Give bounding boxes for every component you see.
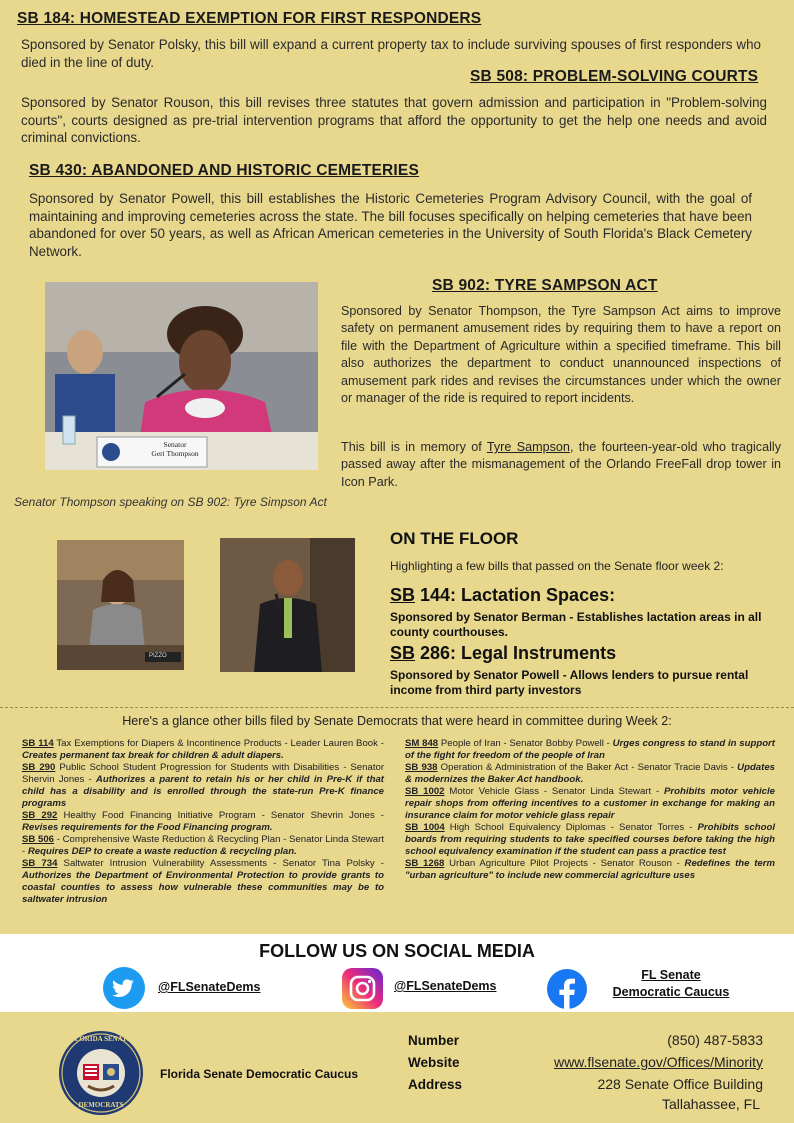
instagram-handle[interactable]: @FLSenateDems — [394, 979, 497, 993]
bill-desc: Prohibits school boards from requiring students to take specified courses before taking the high school equivalency examination if the student can pass a practice test — [405, 822, 775, 857]
photo-caption: Senator Thompson speaking on SB 902: Tyre Simpson Act — [14, 495, 327, 509]
floor-bill-1-link[interactable]: SB — [390, 585, 416, 605]
floor-bill-1-title — [390, 585, 615, 606]
bill-number[interactable]: SB 938 — [405, 762, 438, 773]
footer-address-label: Address — [408, 1077, 463, 1092]
sb430-body: Sponsored by Senator Powell, this bill establishes the Historic Cemeteries Program Advisory Council, with the goal of maintaining and improving cemeteries across the state. The bill focuses specifically on helping cemeteries that have been abandoned for over 50 years, as well as African American cemeteries in the University of South Florida's Black Cemetery Network. — [29, 191, 752, 259]
glance-right-column — [405, 738, 775, 882]
glance-left-column — [22, 738, 384, 906]
sb184-heading: SB 184: HOMESTEAD EXEMPTION FOR FIRST RESPONDERS — [17, 10, 482, 27]
sb430-heading: SB 430: ABANDONED AND HISTORIC CEMETERIES — [29, 162, 420, 179]
sb902-body1: Sponsored by Senator Thompson, the Tyre Sampson Act aims to improve safety on permanent amusement rides by requiring them to have a report on file with the Department of Agriculture within a specified timeframe. This bill also authorizes the department to conduct unannounced inspections of amusement park rides and revises the circumstances under which the owner or manager of the ride is required to report incidents. — [341, 304, 781, 406]
bill-number[interactable]: SB 506 — [22, 834, 55, 845]
bill-desc: Authorizes the Department of Environmental Protection to provide grants to coastal counties to assess how vulnerable these communities may be to saltwater intrusion — [22, 870, 384, 905]
floor-title: ON THE FLOOR — [390, 529, 519, 548]
bill-text: Urban Agriculture Pilot Projects - Senator Rouson - — [444, 858, 685, 869]
floor-bill-2-desc: Sponsored by Senator Powell - Allows lenders to pursue rental income from third party investors — [390, 668, 749, 697]
podium-label: PIZZO — [149, 653, 167, 659]
bill-text: - Comprehensive Waste Reduction & Recycling Plan - Senator Linda Stewart - — [22, 834, 384, 857]
facebook-icon[interactable] — [547, 969, 587, 1009]
bill-desc: Requires DEP to create a waste reduction & recycling plan. — [27, 846, 297, 857]
glance-item — [22, 858, 384, 906]
bill-text: People of Iran - Senator Bobby Powell - — [438, 738, 613, 749]
glance-item — [22, 762, 384, 810]
sb902-heading: SB 902: TYRE SAMPSON ACT — [432, 277, 658, 294]
footer-website-label: Website — [408, 1055, 460, 1070]
floor-bill-1-desc: Sponsored by Senator Berman - Establishes lactation areas in all county courthouses. — [390, 610, 762, 639]
senator-berman-photo-art — [57, 540, 184, 670]
footer-org-name: Florida Senate Democratic Caucus — [160, 1067, 359, 1081]
senator-berman-photo — [57, 540, 184, 670]
instagram-camera-glyph — [342, 968, 383, 1009]
bill-text: Saltwater Intrusion Vulnerability Assessments - Senator Tina Polsky - — [57, 858, 384, 869]
bill-text: Tax Exemptions for Diapers & Incontinence Products - Leader Lauren Book - — [53, 738, 384, 749]
bill-text: Motor Vehicle Glass - Senator Linda Stewart - — [444, 786, 665, 797]
glance-item — [405, 786, 775, 822]
caucus-seal-logo — [58, 1030, 144, 1116]
senator-thompson-photo — [45, 282, 318, 470]
facebook-handle[interactable] — [607, 967, 735, 1001]
bill-text: High School Equivalency Diplomas - Senator Torres - — [444, 822, 698, 833]
bill-number[interactable]: SM 848 — [405, 738, 439, 749]
glance-item — [405, 822, 775, 858]
twitter-icon[interactable] — [103, 967, 145, 1009]
sb902-body2-post: , the fourteen-year-old who tragically passed away after the mismanagement of the Orlando FreeFall drop tower in Icon Park. — [341, 440, 782, 489]
glance-item — [405, 738, 775, 762]
glance-item — [405, 762, 775, 786]
bill-number[interactable]: SB 1002 — [405, 786, 445, 797]
bill-number[interactable]: SB 290 — [22, 762, 56, 773]
sb184-body: Sponsored by Senator Polsky, this bill will expand a current property tax to include surviving spouses of first responders who died in the line of duty. — [21, 37, 761, 70]
floor-bill-1-name: 144: Lactation Spaces: — [415, 585, 616, 605]
bill-text: Public School Student Progression for Students with Disabilities - Senator Shervin Jones - — [22, 762, 385, 785]
bill-desc: Redefines the term "urban agriculture" to include new commercial agriculture uses — [405, 858, 775, 881]
facebook-handle-line1[interactable]: FL Senate — [641, 968, 701, 982]
footer-address-line2: Tallahassee, FL — [661, 1096, 760, 1112]
glance-item — [22, 834, 384, 858]
bill-number[interactable]: SB 292 — [22, 810, 58, 821]
instagram-icon[interactable] — [342, 968, 383, 1009]
glance-item — [405, 858, 775, 882]
bill-desc: Updates & modernizes the Baker Act handbook. — [405, 762, 776, 785]
footer-address-line1: 228 Senate Office Building — [597, 1076, 763, 1092]
floor-bill-2-name: 286: Legal Instruments — [415, 643, 617, 663]
bill-text: Operation & Administration of the Baker Act - Senator Tracie Davis - — [437, 762, 738, 773]
bill-number[interactable]: SB 734 — [22, 858, 58, 869]
tyre-sampson-link[interactable]: Tyre Sampson — [486, 440, 570, 454]
seal-bottom-text: DEMOCRATS — [78, 1101, 124, 1109]
sb902-body2-pre: This bill is in memory of — [341, 440, 487, 454]
nameplate-line2: Geri Thompson — [151, 449, 199, 458]
bill-desc: Revises requirements for the Food Financing program. — [22, 822, 273, 833]
twitter-bird-glyph — [103, 967, 145, 1009]
bill-desc: Prohibits motor vehicle repair shops from offering incentives to a customer in exchange for making an insurance claim for motor vehicle glass repair — [405, 786, 775, 821]
sb508-heading: SB 508: PROBLEM-SOLVING COURTS — [470, 68, 759, 85]
twitter-handle[interactable]: @FLSenateDems — [158, 980, 261, 994]
section-divider — [0, 707, 794, 708]
senator-powell-photo-art — [220, 538, 355, 672]
glance-item — [22, 810, 384, 834]
nameplate — [137, 440, 213, 458]
bill-desc: Urges congress to stand in support of the fight for freedom of the people of Iran — [405, 738, 775, 761]
senator-powell-photo — [220, 538, 355, 672]
bill-desc: Creates permanent tax break for children & adult diapers. — [22, 750, 284, 761]
glance-item — [22, 738, 384, 762]
facebook-f-glyph — [547, 969, 587, 1009]
bill-desc: Authorizes a parent to retain his or her child in Pre-K if that child has a disability and is enrolled through the state-run Pre-K finance programs — [22, 774, 384, 809]
bill-text: Healthy Food Financing Initiative Program - Senator Shevrin Jones - — [57, 810, 385, 821]
floor-bill-2-title — [390, 643, 616, 664]
floor-bill-2-link[interactable]: SB — [390, 643, 416, 663]
footer-website-link[interactable]: www.flsenate.gov/Offices/Minority — [553, 1054, 763, 1070]
social-band — [0, 934, 794, 1012]
sb508-body: Sponsored by Senator Rouson, this bill revises three statutes that govern admission and participation in "Problem-solving courts", courts designed as pre-trial intervention programs that afford the opportunity to get the help one needs and avoid criminal convictions. — [21, 95, 767, 145]
floor-subtitle: Highlighting a few bills that passed on the Senate floor week 2: — [390, 559, 724, 573]
bill-number[interactable]: SB 114 — [22, 738, 54, 749]
sb902-body2 — [341, 439, 781, 491]
social-title: FOLLOW US ON SOCIAL MEDIA — [259, 941, 535, 961]
seal-top-text: FLORIDA SENATE — [70, 1035, 132, 1043]
glance-intro: Here's a glance other bills filed by Senate Democrats that were heard in committee during Week 2: — [122, 714, 672, 728]
facebook-handle-line2[interactable]: Democratic Caucus — [612, 985, 730, 999]
footer-number-label: Number — [408, 1033, 460, 1048]
bill-number[interactable]: SB 1268 — [405, 858, 445, 869]
bill-number[interactable]: SB 1004 — [405, 822, 445, 833]
nameplate-line1: Senator — [163, 440, 187, 449]
footer-number[interactable]: (850) 487-5833 — [667, 1032, 763, 1048]
